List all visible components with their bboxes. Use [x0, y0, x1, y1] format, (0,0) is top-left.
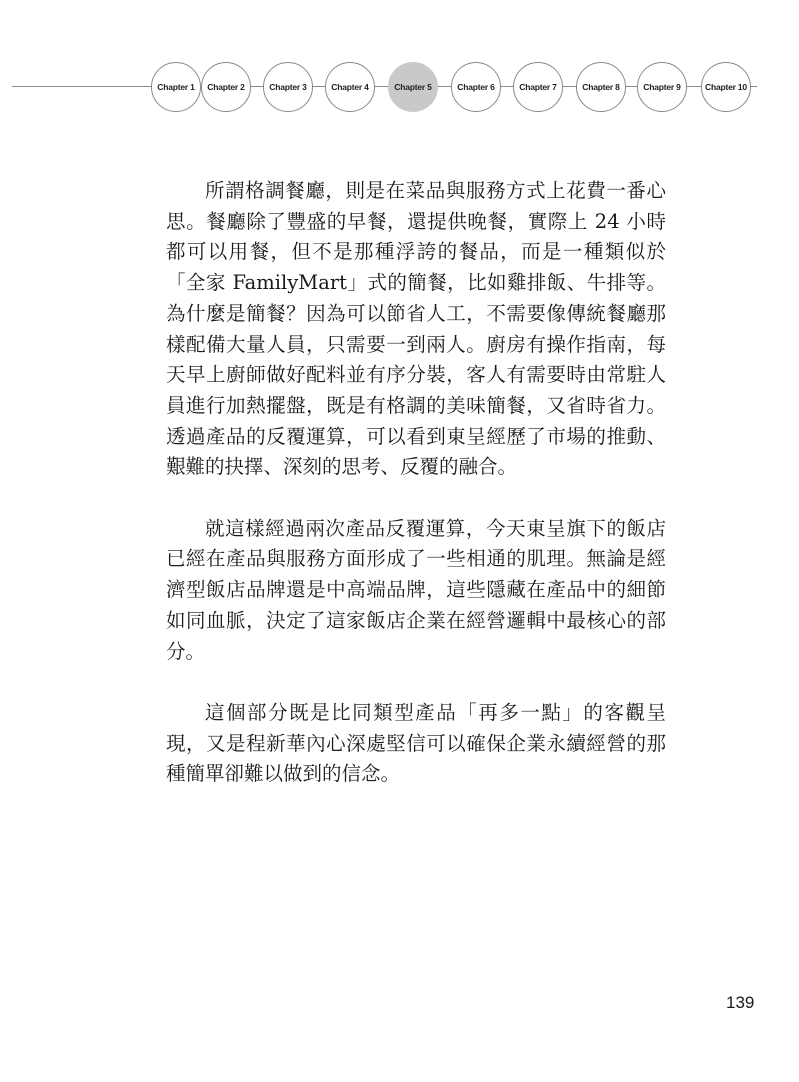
page-number: 139: [726, 993, 755, 1012]
paragraph-spacer: [166, 483, 666, 514]
chapter-tab-5-active[interactable]: Chapter 5: [388, 62, 438, 112]
chapter-tab-10[interactable]: Chapter 10: [701, 62, 751, 112]
paragraph-2: 就這樣經過兩次產品反覆運算，今天東呈旗下的飯店已經在產品與服務方面形成了一些相通的肌理。無論是經濟型飯店品牌還是中高端品牌，這些隱藏在產品中的細節如同血脈，決定了這家飯店企業在經營邏輯中最核心的部分。: [166, 516, 666, 663]
chapter-tab-3[interactable]: Chapter 3: [263, 62, 313, 112]
paragraph-1: 所謂格調餐廳，則是在菜品與服務方式上花費一番心思。餐廳除了豐盛的早餐，還提供晚餐，實際上 24 小時都可以用餐，但不是那種浮誇的餐品，而是一種類似於「全家 FamilyMart」式的簡餐，比如雞排飯、牛排等。為什麼是簡餐？因為可以節省人工，不需要像傳統餐廳那樣配備大量人員，只需要一到兩人。廚房有操作指南，每天早上廚師做好配料並有序分裝，客人有需要時由常駐人員進行加熱擺盤，既是有格調的美味簡餐，又省時省力。透過產品的反覆運算，可以看到東呈經歷了市場的推動、艱難的抉擇、深刻的思考、反覆的融合。: [166, 179, 666, 479]
paragraph-3: 這個部分既是比同類型產品「再多一點」的客觀呈現，又是程新華內心深處堅信可以確保企業永續經營的那種簡單卻難以做到的信念。: [166, 700, 666, 786]
body-text: [166, 176, 666, 790]
chapter-tab-9[interactable]: Chapter 9: [637, 62, 687, 112]
chapter-tab-4[interactable]: Chapter 4: [325, 62, 375, 112]
chapter-tab-7[interactable]: Chapter 7: [513, 62, 563, 112]
chapter-tab-2[interactable]: Chapter 2: [201, 62, 251, 112]
chapter-navigation: [0, 0, 799, 130]
paragraph-spacer: [166, 667, 666, 698]
chapter-tab-1[interactable]: Chapter 1: [151, 62, 201, 112]
chapter-tab-6[interactable]: Chapter 6: [451, 62, 501, 112]
chapter-tab-8[interactable]: Chapter 8: [576, 62, 626, 112]
